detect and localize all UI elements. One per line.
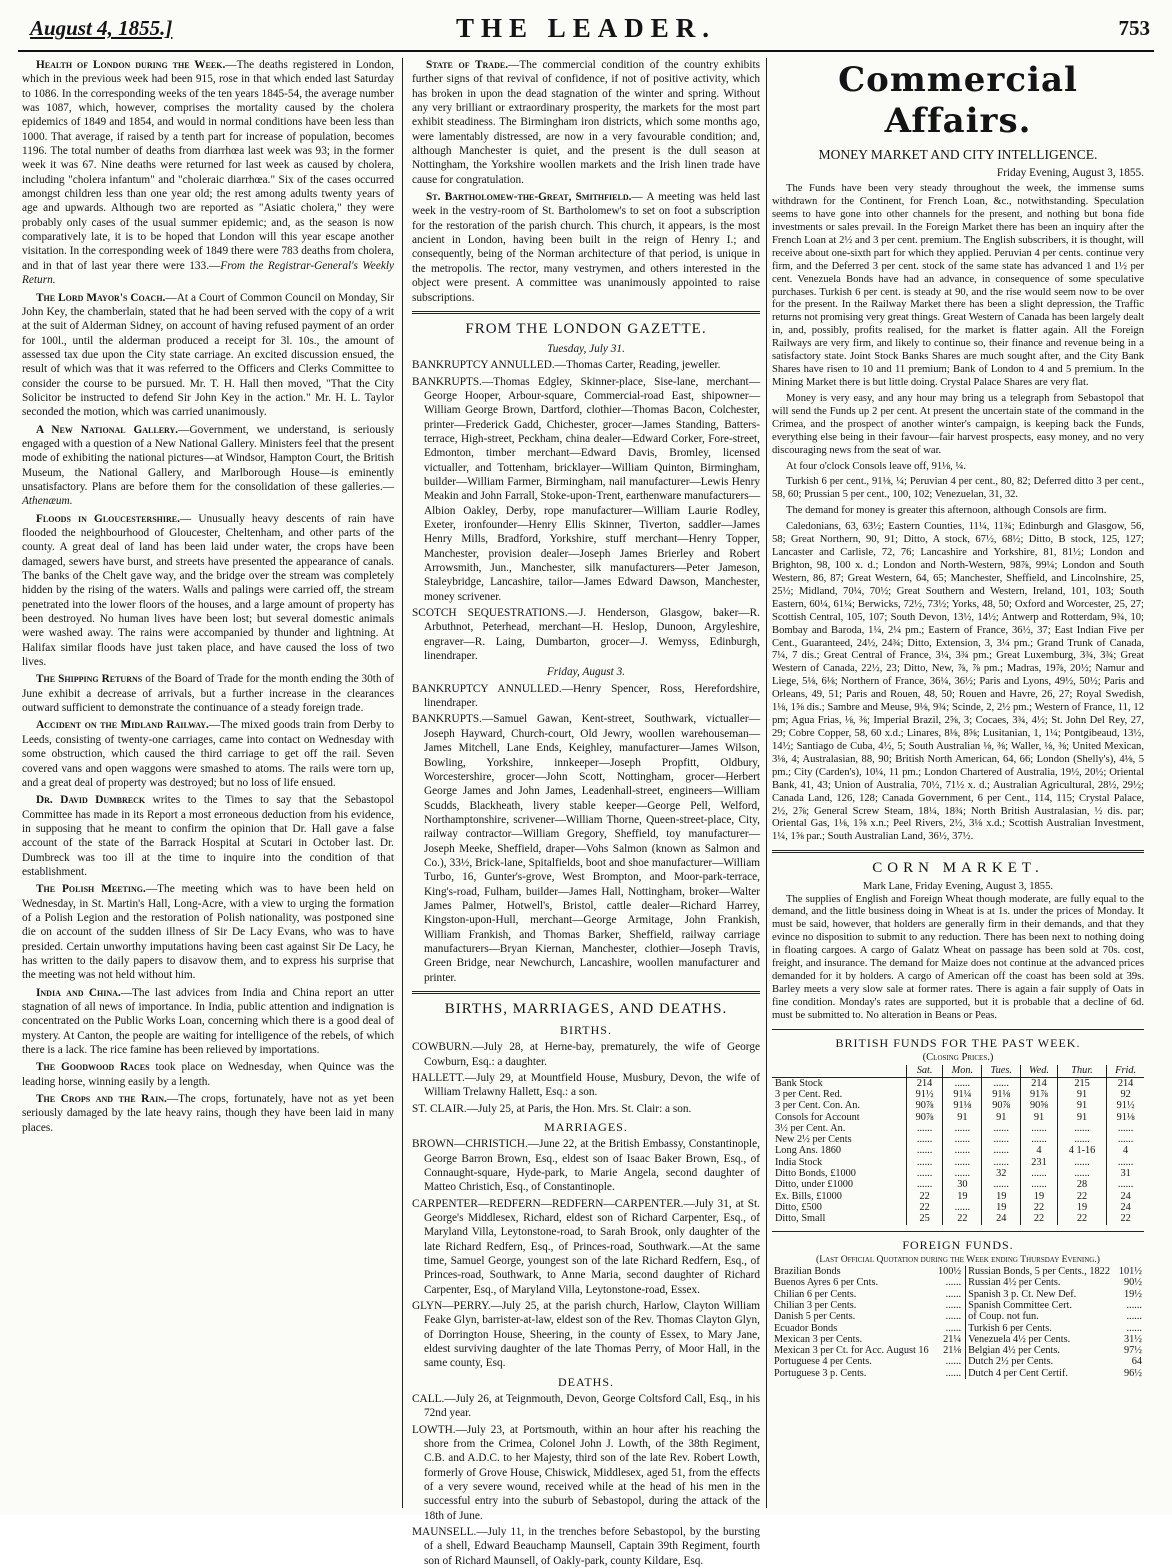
table-row [772, 1089, 1144, 1100]
price-cell: ...... [906, 1157, 943, 1168]
price-cell: ...... [1057, 1168, 1106, 1179]
table-row [772, 1368, 1144, 1379]
commercial-affairs-heading: Commercial Affairs. [838, 60, 1078, 142]
gazette-title: FROM THE LONDON GAZETTE. [465, 320, 707, 337]
money-market-paragraph: The demand for money is greater this afternoon, although Consols are firm. [786, 505, 1107, 517]
table-header-row [772, 1065, 1144, 1077]
stock-name-cell: Consols for Account [775, 1111, 860, 1123]
price-cell: 19 [943, 1191, 982, 1202]
price-cell: ...... [982, 1145, 1021, 1156]
price-cell: ...... [982, 1077, 1021, 1089]
article-dumbreck: Dr. David Dumbreck writes to the Times to say that the Sebastopol Committee has made in its Report a most erroneous deduction from his evidence, in supposing that he meant to confirm the opinion that Dr. Hall gave a false account of the state of the Barrack Hospital at Scutari in October last. Dr. Dumbreck was too ill at the time to inquire into the condition of that establishment. [22, 794, 395, 878]
price-cell: ...... [906, 1168, 943, 1179]
price-cell: 31 [1107, 1168, 1144, 1179]
table-row [772, 1311, 1144, 1322]
corn-market-dateline: Mark Lane, Friday Evening, August 3, 1855. [862, 880, 1054, 892]
article-national-gallery: A New National Gallery.—Government, we understand, is seriously engaged with a question of a New National Gallery. Ministers feel that the present mode of exhibiting the national pictures—at Windsor, Hampton Court, the British Museum, the National Gallery, and Marlborough House—is eminently unsatisfactory. Plans are before them for the consolidation of these galleries.—Athenæum. [22, 423, 394, 508]
price-cell: 90⅝ [1021, 1100, 1058, 1111]
section-divider [772, 1029, 1144, 1030]
price-cell: 91⅞ [1021, 1089, 1058, 1100]
price-cell: 91 [1057, 1089, 1106, 1100]
fund-price-cell: ...... [935, 1311, 965, 1322]
fund-name-cell: Dutch 2½ per Cents. [968, 1356, 1054, 1368]
fund-name-cell: Ecuador Bonds [774, 1322, 838, 1334]
price-cell: 24 [1107, 1191, 1144, 1202]
stock-name-cell: Ditto, £500 [775, 1202, 822, 1214]
price-cell: ...... [906, 1179, 943, 1190]
fund-name-cell: Spanish Committee Cert. [968, 1299, 1072, 1311]
price-cell: ...... [1021, 1179, 1058, 1190]
money-market-paragraph: The Funds have been very steady throughout the week, the immense sums withdrawn for the Continent, for French Loan, &c., notwithstanding. Speculation seems to have gone into other channels for the present, and nothing but bona fide investments or sales prevail. In the Foreign Market there has been an inquiry after the French Loan at 2½ and 3 per cent. premium. The English subscribers, it is thought, will receive about one-sixth part for which they applied. Peruvian 4 per cents. continue very firm, and the Deferred 3 per cent. stock of the same state has advanced 1 and 1½ per cent. Venezuela Bonds have had an advance, in consequence of some speculative purchases. Turkish 6 per cent. is steady at 90, and the rise would seem now to be over for the present. In the Railway Market there has been a slight depression, the Traffic returns not promising very great things. Great Western of Canada has been largely dealt in, and, possibly, profits realised, for the market is flatter again. All the Foreign Railways are very firm, and likely to continue so, their finance and revenue being in a satisfactory state. Joint Stock Banks Shares are much sought after, and the City Bank Shares have risen to 10 and 11 premium; Bank of London to 4 and 5 premium. In the Mining Market there is but little doing. Crystal Palace Shares are very flat. [772, 183, 1144, 389]
stock-name-cell: 3½ per Cent. An. [775, 1122, 846, 1134]
page-header [18, 12, 1154, 52]
fund-name-cell: Portuguese 4 per Cents. [774, 1356, 872, 1368]
price-cell: 19 [982, 1202, 1021, 1213]
foreign-funds-title: FOREIGN FUNDS. [902, 1237, 1014, 1252]
price-cell: ...... [906, 1145, 943, 1156]
price-cell: 22 [1107, 1213, 1144, 1224]
marriage-notice: CARPENTER—REDFERN—REDFERN—CARPENTER.—July 31, at St. George's Middlesex, Richard, eldest son of Richard Carpenter, Esq., of Maryland Villa, Leytonstone-road, to Sarah Brook, only daughter of the late Richard Redfern, Esq., of Princes-road, Southwark.—At the same time, Samuel George, youngest son of the late Richard Redfern, Esq., of Princes-road, Southwark, to Anne Maria, second daughter of Richard Carpenter, Esq., of Maryland Villa, Leytonstone-road, Essex. [412, 1197, 760, 1296]
price-cell: 91 [943, 1112, 982, 1123]
gazette-date: Friday, August 3. [546, 666, 626, 679]
price-cell: ...... [943, 1168, 982, 1179]
table-row [772, 1334, 1144, 1345]
foreign-funds-table [772, 1266, 1144, 1379]
fund-price-cell: 96½ [1123, 1367, 1142, 1379]
article-goodwood-races: The Goodwood Races took place on Wednesday, when Quince was the leading horse, winning easily by a length. [22, 1061, 394, 1088]
british-funds-title: BRITISH FUNDS FOR THE PAST WEEK. [835, 1035, 1081, 1050]
bankrupts-list: BANKRUPTS.—Samuel Gawan, Kent-street, Southwark, victualler—Joseph Hayward, Church-court, Old Jewry, woollen warehouseman—James Mitchell, Lane Ends, Keighley, manufacturer—James Wilson, Bowling, Yorkshire, innkeeper—Joseph Propfitt, Oldbury, Worcestershire, grocer—John Scott, Nottingham, grocer—Herbert George James and John James, Leadenhall-street, engineers—William Scudds, Blackheath, livery stable keeper—George Pell, Welford, Northamptonshire, scrivener—William Thorne, Queen-street-place, City, railway contractor—William Gregory, Sheffield, toy manufacturer—Joseph Meeke, Sheffield, draper—Vohs Salmon (known as Salmon and Co.), 33½, Brick-lane, Spitalfields, boot and shoe manufacturer—William Turbo, 16, Gunter's-grove, West Brompton, and Moor-park-terrace, King's-road, Fulham, builder—James Hall, Nottingham, broker—Walter James Palmer, Hotwell's, Bristol, cattle dealer—Richard Harrey, Kingston-upon-Hull, merchant—George Armitage, John Frankish, William Frankish, and Thomas Barker, Sheffield, railway carriage manufacturers—Bryan Kiernan, Manchester, clothier—Joseph Travis, Green Bridge, near Newchurch, Lancashire, woollen manufacturer and printer. [412, 713, 760, 984]
fund-name-cell: Portuguese 3 p. Cents. [774, 1367, 867, 1379]
bankruptcy-annulled: BANKRUPTCY ANNULLED.—Thomas Carter, Reading, jeweller. [412, 359, 721, 372]
fund-price-cell: ...... [935, 1356, 965, 1367]
fund-price-cell: 31½ [1123, 1333, 1142, 1345]
british-funds-table [772, 1065, 1144, 1224]
price-cell: ...... [943, 1134, 982, 1145]
section-divider [772, 850, 1144, 853]
price-cell: ...... [906, 1123, 943, 1134]
scotch-sequestrations: SCOTCH SEQUESTRATIONS.—J. Henderson, Glasgow, baker—R. Arbuthnot, Peterhead, merchant—H. Heslop, Dunoon, Argyleshire, engraver—R. Laing, Dumbarton, grocer—J. Wemyss, Edinburgh, linendraper. [412, 607, 760, 663]
price-cell: 22 [943, 1213, 982, 1224]
money-market-paragraph: Money is very easy, and any hour may bring us a telegraph from Sebastopol that will send the Funds up 2 per cent. At present the uncertain state of the command in the Crimea, and the prospect of another winter's campaign, is keeping back the Funds, everything else being in their favour—fair harvest prospects, easy money, and no very discouraging news from the seat of war. [772, 392, 1144, 456]
price-cell: ...... [1107, 1123, 1144, 1134]
price-cell: ...... [1021, 1134, 1058, 1145]
fund-name-cell: Danish 5 per Cents. [774, 1311, 856, 1323]
bmd-title: BIRTHS, MARRIAGES, AND DEATHS. [444, 1001, 728, 1018]
price-cell: 214 [906, 1077, 943, 1089]
table-row [772, 1266, 1144, 1277]
price-cell: ...... [1107, 1157, 1144, 1168]
article-health-of-london: Health of London during the Week.—The deaths registered in London, which in the previous week had been 915, rose in that which ended last Saturday to 1086. In the corresponding weeks of the ten years 1845-54, the average number was 1087, which, however, comprises the mortality caused by the cholera epidemics of 1849 and 1854, and would in normal conditions have been less than 1000. That average, if raised by a tenth part for increase of population, becomes 1196. The total number of deaths from diarrhœa last week was 93; in the former week it was 67. Nine deaths were returned for last week as caused by cholera, including "cholera infantum" and "choleraic diarrhœa." Six of the cases occurred amongst children less than one year old; the rest among adults twenty years of age and upwards. Although two are reported as "Asiatic cholera," they were probably only cases of the usual summer epidemic; and, as the season is now comparatively late, it is to be hoped that London will this year escape another visitation. In the corresponding week of 1849 there were 783 deaths from cholera, and in that of last year there were 133.—From the Registrar-General's Weekly Return. [22, 59, 395, 287]
price-cell: 22 [906, 1191, 943, 1202]
price-cell: 214 [1021, 1077, 1058, 1089]
price-cell: 25 [906, 1213, 943, 1224]
price-cell: ...... [1107, 1134, 1144, 1145]
marriage-notice: BROWN—CHRISTICH.—June 22, at the British Embassy, Constantinople, George Barron Brown, Esq., eldest son of Isaac Baker Brown, Esq., of Connaught-square, Hyde-park, to Marie Angela, second daughter of Matteo Christich, Esq., of Constantinople. [412, 1138, 760, 1194]
price-cell: 28 [1057, 1179, 1106, 1190]
column-right [772, 58, 1144, 1510]
price-cell: ...... [1057, 1157, 1106, 1168]
fund-price-cell: 21⅛ [935, 1345, 965, 1356]
stock-name-cell: New 2½ per Cents [775, 1134, 852, 1146]
price-cell: 91 [1021, 1112, 1058, 1123]
table-row [772, 1168, 1144, 1179]
fund-price-cell: ...... [935, 1368, 965, 1379]
column-left [22, 58, 394, 1510]
table-row [772, 1323, 1144, 1334]
fund-name-cell: Mexican 3 per Cents. [774, 1333, 863, 1345]
british-funds-subtitle: (Closing Prices.) [922, 1052, 994, 1064]
price-cell: 92 [1107, 1089, 1144, 1100]
article-crops-rain: The Crops and the Rain.—The crops, fortunately, have not as yet been seriously damaged by the late heavy rains, though they have been laid in many places. [22, 1093, 395, 1134]
fund-name-cell: Dutch 4 per Cent Certif. [968, 1367, 1068, 1379]
stock-name-cell: 3 per Cent. Red. [775, 1088, 843, 1100]
price-cell: 22 [1057, 1191, 1106, 1202]
fund-price-cell: ...... [935, 1323, 965, 1334]
price-cell: 19 [1021, 1191, 1058, 1202]
price-cell: 30 [943, 1179, 982, 1190]
table-row [772, 1145, 1144, 1156]
section-divider [772, 1231, 1144, 1232]
fund-name-cell: Russian Bonds, 5 per Cents., 1822 [968, 1265, 1110, 1277]
article-polish-meeting: The Polish Meeting.—The meeting which was to have been held on Wednesday, in St. Martin's Hall, Long-Acre, with a view to urging the formation of a Polish Legion and the restoration of Polish nationality, was postponed sine die on account of the sudden illness of Sir De Lacy Evans, who was to have presided. Certain unworthy imputations having been cast against Sir De Lacy, he has written to the daily papers to disavow them, and to express his surprise that the meeting was not held without him. [22, 883, 394, 982]
fund-price-cell: ...... [1126, 1299, 1142, 1311]
fund-price-cell: 100½ [935, 1266, 965, 1277]
corn-market-title: CORN MARKET. [872, 860, 1044, 877]
marriage-notice: GLYN—PERRY.—July 25, at the parish church, Harlow, Clayton William Feake Glyn, barrister-at-law, eldest son of the Rev. Thomas Clayton Glyn, of Dorrington House, Sheering, in the county of Essex, to Mary Jane, eldest surviving daughter of the late Thomas Perry, of Moor Hall, in the same county, Esq. [412, 1300, 760, 1370]
price-cell: 91 [982, 1112, 1021, 1123]
article-floods: Floods in Gloucestershire.— Unusually heavy descents of rain have flooded the neighbourhood of Gloucester, Cheltenham, and other parts of the county. A great deal of land has been laid under water, the crops have been damaged, sewers have burst, and streets have presented the appearance of canals. The banks of the Chelt gave way, and the bridge over the stream was completely hidden by the rising of the waters. Walls and palings were carried off, the stream penetrated into the lower floors of the houses, and a large amount of property has been destroyed. No human lives have been lost; but several domestic animals were washed away. The rains were accompanied by thunder and lightning. At Halifax similar floods have just taken place, and have caused the loss of two lives. [22, 512, 394, 669]
table-row [772, 1077, 1144, 1089]
money-market-dateline: Friday Evening, August 3, 1855. [996, 167, 1144, 180]
price-cell: 22 [906, 1202, 943, 1213]
issue-date: August 4, 1855.] [30, 16, 173, 40]
birth-notice: ST. CLAIR.—July 25, at Paris, the Hon. Mrs. St. Clair: a son. [412, 1102, 692, 1115]
newspaper-title: THE LEADER. [455, 13, 717, 43]
money-market-paragraph: Turkish 6 per cent., 91⅛, ¼; Peruvian 4 per cent., 80, 82; Deferred ditto 3 per cent., 58, 60; Prussian 5 per cent., 100, 102; Venezuelan, 31, 32. [772, 476, 1144, 501]
stock-name-cell: Ditto, Small [775, 1213, 826, 1225]
death-notice: MAUNSELL.—July 11, in the trenches before Sebastopol, by the bursting of a shell, Edward Beauchamp Maunsell, Captain 39th Regiment, fourth son of Richard Maunsell, of Oakly-park, county Kildare, Esq. [412, 1526, 760, 1567]
article-shipping-returns: The Shipping Returns of the Board of Trade for the month ending the 30th of June exhibit a decrease of arrivals, but a further increase in the clearances outward sufficient to demonstrate the continuance of a steady foreign trade. [22, 673, 395, 715]
birth-notice: HALLETT.—July 29, at Mountfield House, Musbury, Devon, the wife of William Trelawny Hallett, Esq.: a son. [412, 1071, 760, 1099]
price-cell: 4 [1021, 1145, 1058, 1156]
money-market-paragraph: At four o'clock Consols leave off, 91⅛, ¼. [786, 460, 967, 472]
price-cell: 91¼ [943, 1089, 982, 1100]
fund-price-cell: 21¼ [935, 1334, 965, 1345]
price-cell: 24 [1107, 1202, 1144, 1213]
stock-name-cell: India Stock [775, 1156, 823, 1168]
railway-shares-paragraph: Caledonians, 63, 63½; Eastern Counties, 11¼, 11¾; Edinburgh and Glasgow, 56, 58; Great Northern, 90, 91; Ditto, A stock, 67½, 68½; Ditto, B stock, 125, 127; Lancaster and Carlisle, 72, 76; Lancashire and Yorkshire, 81, 81½; London and Brighton, 98, 100 x. d.; London and North-Western, 98⅞, 99¼; London and South Western, 86, 87; Great Western, 64, 65; Manchester, Sheffield, and Lincolnshire, 25, 25½; Midland, 70¼, 70½; Great Southern and Western, Ireland, 101, 103; South Eastern, 60¼, 61¼; Berwicks, 72½, 73½; Yorks, 48, 50; Oxford and Worcester, 25, 27; Scottish Central, 105, 107; South Devon, 13½, 14½; Antwerp and Rotterdam, 9¾, 10; Bombay and Baroda, 1¼, 2¼ pm.; Eastern of France, 36½, 37; East Indian Five per Cent., Guaranteed, 24½, 24¾; Ditto, Extension, 3, 3¼ pm.; Grand Trunk of Canada, 7¼, 7 dis.; Great Central of France, 3¼, 3¾ pm.; Great Luxemburg, 3¾, 3¾; Great Western of Canada, 22½, 23; Ditto, New, ⅞, ⅞ pm.; Madras, 19⅞, 20½; Namur and Liege, 5⅛, 6⅛; Northern of France, 36¼, 36½; Paris and Lyons, 49½, 50½; Paris and Orleans, 49, 51; Paris and Rouen, 48, 50; Rouen and Havre, 26, 27; Royal Swedish, 1⅛, 1⅝ dis.; Sambre and Meuse, 9⅛, 9¾; Scinde, 2, 2½ pm.; Western of France, 11, 12 pm; Agua Frias, ⅛, ⅜; Imperial Brazil, 2⅝, 3; Cocaes, 3¾, 4½; St. John Del Rey, 27, 29; Cobre Copper, 58, 60 x.d.; Linares, 8⅛, 8⅝; Lusitanian, 1, 1¼; Pontgibeaud, 13½, 14½; Santiago de Cuba, 4½, 5; South Australian ⅛, ⅜; Waller, ⅛, ⅜; United Mexican, 3⅛, 4; Australasian, 88, 90; British North American, 64, 66; London (Shelly's), 4⅛, 5 pm.; City (Carden's), 10¼, 11 pm.; London Chartered of Australia, 19½, 20½; Oriental Bank, 41, 43; Union of Australia, 70½, 71½ x. d.; Australian Agricultural, 28½, 29½; Canada Land, 126, 128; Canada Government, 6 per Cent., 114, 115; Crystal Palace, 2½, 2⅞; General Screw Steam, 18¼, 18¾; North British Australasian, ½ dis. par; Oriental Gas, 1⅛, 1⅝ x.n.; Peel Rivers, 2½, 3⅛ x.d.; Scottish Australian Investment, 1¼, 1⅝ par.; South Australian Land, 36½, 37½. [772, 521, 1144, 843]
price-cell: 231 [1021, 1157, 1058, 1168]
table-row [772, 1157, 1144, 1168]
fund-name-cell: Buenos Ayres 6 per Cnts. [774, 1277, 879, 1289]
price-cell: 90⅞ [906, 1100, 943, 1111]
gazette-date: Tuesday, July 31. [547, 342, 625, 355]
table-header-cell: Sat. [906, 1065, 943, 1077]
price-cell: ...... [982, 1134, 1021, 1145]
fund-name-cell: Venezuela 4½ per Cents. [968, 1333, 1071, 1345]
price-cell: 22 [1021, 1213, 1058, 1224]
price-cell: ...... [982, 1179, 1021, 1190]
article-railway-accident: Accident on the Midland Railway.—The mixed goods train from Derby to Leeds, consisting of twenty-one carriages, came into contact on Wednesday with some obstruction, which caused the third carriage to get off the rail. Seven covered vans and open waggons were smashed to atoms. The rails were torn up, and a great deal of property was destroyed; but no loss of life ensued. [22, 719, 394, 789]
stock-name-cell: Ditto, under £1000 [775, 1179, 854, 1191]
price-cell: ...... [943, 1202, 982, 1213]
fund-name-cell: Chilian 6 per Cents. [774, 1288, 857, 1300]
price-cell: 91⅛ [943, 1100, 982, 1111]
section-divider [412, 991, 760, 994]
price-cell: 91 [1057, 1112, 1106, 1123]
birth-notice: COWBURN.—July 28, at Herne-bay, prematurely, the wife of George Cowburn, Esq.: a daughter. [412, 1041, 760, 1068]
price-cell: ...... [1021, 1123, 1058, 1134]
section-divider [412, 311, 760, 314]
table-row [772, 1213, 1144, 1224]
fund-price-cell: ...... [935, 1300, 965, 1311]
price-cell: ...... [1057, 1134, 1106, 1145]
bankrupts-list: BANKRUPTS.—Thomas Edgley, Skinner-place, Sise-lane, merchant—George Hooper, Arbour-square, Commercial-road East, shipowner—William George Brown, Dartford, clothier—Thomas Bacon, Colchester, printer—Frederick Gadd, Chichester, grocer—James Standing, Batters-terrace, High-street, Peckham, china dealer—Edward Corker, Fore-street, Edmonton, timber merchant—Edward Davis, Bromley, licensed victualler, and Tottenham, bricklayer—William Quinton, Birmingham, builder—William Farmer, Birmingham, nail manufacturer—Lewis Henry Meakin and John Farrall, Stoke-upon-Trent, earthenware manufacturers—Albion Oakley, Derby, rope manufacturer—William Laurie Rodley, Exeter, ironfounder—Henry Ellis Skinner, Tiverton, saddler—James Henry Mills, Bradford, Yorkshire, stuff merchant—Henry Topper, Manchester, provision dealer—Joseph James Brierley and Robert Arrowsmith, Jun., Manchester, silk manufacturers—Peter Jameson, Staleybridge, Lancashire, tailor—James Edward Dawson, Manchester, money scrivener. [412, 375, 760, 603]
births-title: BIRTHS. [560, 1023, 612, 1038]
price-cell: 91⅛ [982, 1089, 1021, 1100]
stock-name-cell: Ditto Bonds, £1000 [775, 1168, 856, 1180]
table-row [772, 1289, 1144, 1300]
stock-name-cell: 3 per Cent. Con. An. [775, 1100, 860, 1112]
price-cell: 90⅞ [982, 1100, 1021, 1111]
fund-name-cell: Belgian 4½ per Cents. [968, 1345, 1060, 1357]
price-cell: 19 [1057, 1202, 1106, 1213]
bankruptcy-annulled: BANKRUPTCY ANNULLED.—Henry Spencer, Ross, Herefordshire, linendraper. [412, 682, 760, 710]
fund-price-cell: ...... [1126, 1311, 1142, 1323]
article-st-bartholomew: St. Bartholomew-the-Great, Smithfield.— A meeting was held last week in the vestry-room of St. Bartholomew's to set on foot a subscription for the restoration of the parish church. This church, it appears, is the most ancient in London, having been built in the reign of Henry I.; and consequently, being of the Norman architecture of that period, is unique in the metropolis. The rector, many vestrymen, and others interested in the object were present. A committee was unanimously appointed to raise subscriptions. [412, 191, 760, 304]
price-cell: 90⅞ [906, 1112, 943, 1123]
table-row [772, 1134, 1144, 1145]
price-cell: 4 [1107, 1145, 1144, 1156]
column-rule [402, 58, 403, 1508]
price-cell: ...... [1057, 1123, 1106, 1134]
stock-name-cell: Long Ans. 1860 [775, 1145, 842, 1157]
price-cell: 91½ [906, 1089, 943, 1100]
price-cell: ...... [943, 1145, 982, 1156]
table-row [772, 1123, 1144, 1134]
table-row [772, 1345, 1144, 1356]
table-header-cell: Wed. [1021, 1065, 1058, 1077]
fund-price-cell: 97½ [1123, 1345, 1142, 1357]
fund-price-cell: 64 [1131, 1356, 1142, 1368]
price-cell: 91½ [1107, 1100, 1144, 1111]
article-state-of-trade: State of Trade.—The commercial condition of the country exhibits further signs of that revival of confidence, if not of positive activity, which has broken in upon the dead stagnation of the winter and spring. Without any very brilliant or extraordinary prosperity, the markets for the most part exhibit steadiness. The Birmingham iron districts, which some months ago, were lamentably distressed, are now in a very favourable condition; and, although Manchester is quiet, and the present is the dull season at Nottingham, the Yorkshire woollen markets and the Irish linen trade have cause for congratulation. [412, 59, 760, 186]
fund-price-cell: 19½ [1123, 1288, 1142, 1300]
table-header-cell [772, 1065, 906, 1077]
death-notice: CALL.—July 26, at Teignmouth, Devon, George Coltsford Call, Esq., in his 72nd year. [412, 1392, 760, 1420]
column-rule [766, 58, 767, 1508]
marriages-title: MARRIAGES. [544, 1120, 628, 1135]
price-cell: 215 [1057, 1077, 1106, 1089]
death-notice: LOWTH.—July 23, at Portsmouth, within an hour after his reaching the shore from the Crimea, Colonel John J. Lowth, of the 38th Regiment, C.B. and A.D.C. to her Majesty, third son of the late Rev. Robert Lowth, formerly of Grove House, Chiswick, Middlesex, aged 51, from the effects of a very severe wound, received while at the head of his men in the successful entry into the suburb of Sebastopol, during the attack of the 18th of June. [412, 1423, 760, 1522]
price-cell: 22 [1057, 1213, 1106, 1224]
price-cell: ...... [1107, 1179, 1144, 1190]
price-cell: 214 [1107, 1077, 1144, 1089]
price-cell: 22 [1021, 1202, 1058, 1213]
table-header-cell: Frid. [1107, 1065, 1144, 1077]
stock-name-cell: Ex. Bills, £1000 [775, 1190, 842, 1202]
fund-name-cell: Turkish 6 per Cents. [968, 1322, 1052, 1334]
price-cell: 24 [982, 1213, 1021, 1224]
price-cell: ...... [906, 1134, 943, 1145]
table-row [772, 1356, 1144, 1367]
fund-name-cell: of Coup. not fun. [968, 1311, 1039, 1323]
corn-market-paragraph: The supplies of English and Foreign Wheat though moderate, are fully equal to the demand, and the little business doing in Wheat is at 1s. under the prices of Monday. It must be said, however, that holders are generally firm in their demands, and that they evince no disposition to submit to any reduction. There has been next to nothing doing in floating cargoes. A cargo of Galatz Wheat on passage has been sold at 70s. cost, freight, and insurance. The demand for Maize does not continue at the advanced prices demanded for it by holders. A cargo of American off the coast has been sold at 39s. Barley meets a very slow sale at former rates. There is again a fair supply of Oats in fine condition. Monday's rates are supported, but it is probable that a decline of 6d. must be submitted to. No alteration in Beans or Peas. [772, 893, 1144, 1021]
fund-name-cell: Spanish 3 p. Ct. New Def. [968, 1288, 1077, 1300]
price-cell: 91 [1057, 1100, 1106, 1111]
stock-name-cell: Bank Stock [775, 1077, 823, 1089]
price-cell: ...... [982, 1123, 1021, 1134]
table-row [772, 1100, 1144, 1111]
price-cell: ...... [982, 1157, 1021, 1168]
page-number: 753 [1118, 16, 1150, 40]
price-cell: 32 [982, 1168, 1021, 1179]
fund-price-cell: 90½ [1123, 1277, 1142, 1289]
money-market-title: MONEY MARKET AND CITY INTELLIGENCE. [818, 146, 1098, 162]
price-cell: 4 1-16 [1057, 1145, 1106, 1156]
fund-price-cell: ...... [1126, 1322, 1142, 1334]
price-cell: ...... [943, 1077, 982, 1089]
table-row [772, 1277, 1144, 1288]
price-cell: ...... [943, 1123, 982, 1134]
price-cell: 91⅛ [1107, 1112, 1144, 1123]
fund-price-cell: ...... [935, 1289, 965, 1300]
price-cell: 19 [982, 1191, 1021, 1202]
table-row [772, 1112, 1144, 1123]
column-middle [412, 58, 760, 1567]
table-row [772, 1179, 1144, 1190]
table-header-cell: Thur. [1057, 1065, 1106, 1077]
table-row [772, 1202, 1144, 1213]
table-header-cell: Mon. [943, 1065, 982, 1077]
fund-price-cell: ...... [935, 1277, 965, 1288]
article-lord-mayors-coach: The Lord Mayor's Coach.—At a Court of Common Council on Monday, Sir John Key, the chamberlain, stated that he had been served with the copy of a writ at the suit of Alderman Sidney, on account of having refused payment of an order for 100l., until the alderman produced a receipt for 3l. 10s., the amount of assessed tax due upon the City state carriage. An excited discussion ensued, the result of which was that it was referred to the Officers and Clerks Committee to consider the course to be pursued. Mr. T. H. Hall then moved, "That the City Solicitor be instructed to defend Sir John Key in the action." Mr. H. L. Taylor seconded the motion, which was carried unanimously. [22, 291, 394, 419]
fund-name-cell: Mexican 3 per Ct. for Acc. August 16 [774, 1345, 929, 1357]
fund-name-cell: Russian 4½ per Cents. [968, 1277, 1061, 1289]
deaths-title: DEATHS. [557, 1374, 614, 1389]
fund-name-cell: Brazilian Bonds [774, 1265, 841, 1277]
price-cell: ...... [943, 1157, 982, 1168]
article-india-china: India and China.—The last advices from India and China report an utter stagnation of all news of importance. In India, public attention and indignation is concentrated on the Public Works Loan, concerning which there is a good deal of mystery. At Canton, the people are waiting for intelligence of the rebels, of which there is a lack. The rice famine has been relieved by importations. [22, 986, 394, 1057]
table-row [772, 1191, 1144, 1202]
table-header-cell: Tues. [982, 1065, 1021, 1077]
table-row [772, 1300, 1144, 1311]
price-cell: ...... [1021, 1168, 1058, 1179]
fund-price-cell: 101½ [1118, 1265, 1142, 1277]
fund-name-cell: Chilian 3 per Cents. [774, 1299, 857, 1311]
foreign-funds-subtitle: (Last Official Quotation during the Week ending Thursday Evening.) [816, 1254, 1100, 1266]
